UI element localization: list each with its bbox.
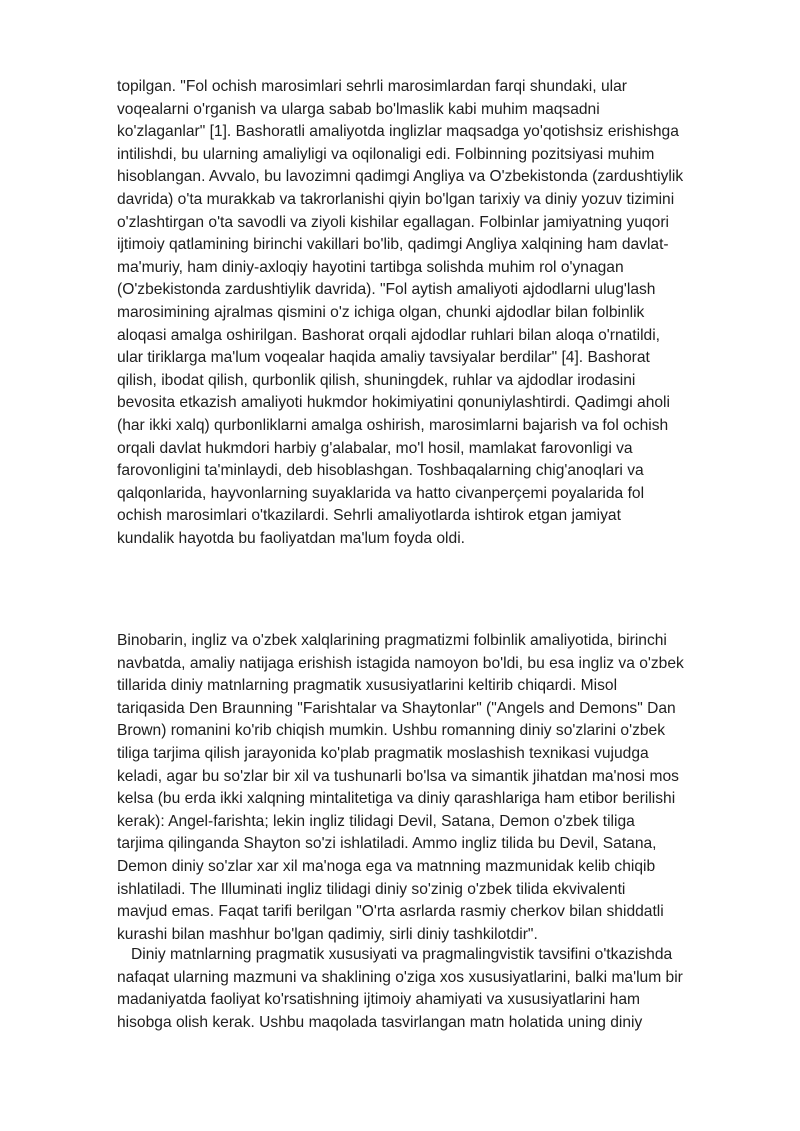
text-line: navbatda, amaliy natijaga erishish istagida namoyon bo'ldi, bu esa ingliz va o'zbek bbox=[117, 654, 684, 672]
text-line: davrida) o'ta murakkab va takrorlanishi qiyin bo'lgan tarixiy va diniy yozuv tizimini bbox=[117, 190, 675, 208]
text-line: hisobga olish kerak. Ushbu maqolada tasvirlangan matn holatida uning diniy bbox=[117, 1013, 643, 1031]
text-line: voqealarni o'rganish va ularga sabab bo'lmaslik kabi muhim maqsadni bbox=[117, 100, 600, 118]
text-line: Brown) romanini ko'rib chiqish mumkin. Ushbu romanning diniy so'zlarini o'zbek bbox=[117, 722, 666, 740]
text-line: Binobarin, ingliz va o'zbek xalqlarining pragmatizmi folbinlik amaliyotida, birinchi bbox=[117, 632, 667, 649]
text-line: topilgan. "Fol ochish marosimlari sehrli marosimlardan farqi shundaki, ular bbox=[117, 78, 627, 95]
text-line: Demon diniy so'zlar xar xil ma'noga ega va matnning mazmunidak kelib chiqib bbox=[117, 857, 656, 875]
text-line: bevosita etkazish amaliyoti hukmdor hokimiyatini qonuniylashtirdi. Qadimgi aholi bbox=[117, 394, 670, 412]
text-line: ma'muriy, ham diniy-axloqiy hayotini tartibga solishda muhim rol o'ynagan bbox=[117, 258, 624, 276]
text-line: aloqasi amalga oshirilgan. Bashorat orqali ajdodlar ruhlari bilan aloqa o'rnatildi, bbox=[117, 326, 661, 344]
text-line: ochish marosimlari o'tkazilardi. Sehrli amaliyotlarda ishtirok etgan jamiyat bbox=[117, 507, 621, 525]
text-line: o'zlashtirgan o'ta savodli va ziyoli kishilar egallagan. Folbinlar jamiyatning yuqori bbox=[117, 213, 670, 231]
text-line: qilish, ibodat qilish, qurbonlik qilish, shuningdek, ruhlar va ajdodlar irodasini bbox=[117, 371, 636, 389]
text-line: tiliga tarjima qilish jarayonida ko'plab pragmatik moslashish texnikasi vujudga bbox=[117, 744, 649, 762]
text-line: kurashi bilan mashhur bo'lgan qadimiy, sirli diniy tashkilotdir". bbox=[117, 925, 538, 943]
text-line: intilishdi, bu ularning amaliyligi va oqilonaligi edi. Folbinning pozitsiyasi muhim bbox=[117, 145, 655, 163]
text-line: mavjud emas. Faqat tarifi berilgan "O'rta asrlarda rasmiy cherkov bilan shiddatli bbox=[117, 903, 664, 921]
text-line: madaniyatda faoliyat ko'rsatishning ijtimoiy ahamiyati va xususiyatlarini ham bbox=[117, 991, 641, 1009]
text-line: ular tiriklarga ma'lum voqealar haqida amaliy tavsiyalar berdilar" [4]. Bashorat bbox=[117, 349, 650, 367]
text-line: ko'zlaganlar" [1]. Bashoratli amaliyotda inglizlar maqsadga yo'qotishsiz erishishga bbox=[117, 123, 679, 141]
text-line: keladi, agar bu so'zlar bir xil va tushunarli bo'lsa va simantik jihatdan ma'nosi mos bbox=[117, 767, 679, 785]
text-line: qalqonlarida, hayvonlarning suyaklarida va hatto civanperçemi poyalarida fol bbox=[117, 484, 645, 502]
text-line: ijtimoiy qatlamining birinchi vakillari bo'lib, qadimgi Angliya xalqining ham davlat- bbox=[117, 236, 669, 254]
text-line: tarjima qilinganda Shayton so'zi ishlatiladi. Ammo ingliz tilida bu Devil, Satana, bbox=[117, 835, 657, 853]
paragraph-folbinlik bbox=[117, 76, 747, 550]
text-line: ishlatiladi. The Illuminati ingliz tilidagi diniy so'zinig o'zbek tilida ekvivalenti bbox=[117, 880, 626, 898]
text-line: (O'zbekistonda zardushtiylik davrida). "Fol aytish amaliyoti ajdodlarni ulug'lash bbox=[117, 281, 656, 299]
text-line: Diniy matnlarning pragmatik xususiyati va pragmalingvistik tavsifini o'tkazishda bbox=[131, 946, 673, 963]
text-line: nafaqat ularning mazmuni va shaklining o'ziga xos xususiyatlarini, balki ma'lum bir bbox=[117, 968, 683, 986]
paragraph-diniy-matnlar bbox=[117, 944, 747, 1034]
text-line: marosimining ajralmas qismini o'z ichiga olgan, chunki ajdodlar bilan folbinlik bbox=[117, 303, 645, 321]
text-line: orqali davlat hukmdori harbiy g'alabalar, mo'l hosil, mamlakat farovonligi va bbox=[117, 439, 633, 457]
text-line: hisoblangan. Avvalo, bu lavozimni qadimgi Angliya va O'zbekistonda (zardushtiylik bbox=[117, 168, 684, 186]
text-line: kundalik hayotda bu faoliyatdan ma'lum foyda oldi. bbox=[117, 529, 465, 547]
text-line: tillarida diniy matnlarning pragmatik xususiyatlarini keltirib chiqardi. Misol bbox=[117, 677, 618, 695]
text-line: kelsa (bu erda ikki xalqning mintalitetiga va diniy qarashlariga ham etibor berilishi bbox=[117, 790, 676, 808]
text-line: farovonligini ta'minlaydi, deb hisoblashgan. Toshbaqalarning chig'anoqlari va bbox=[117, 462, 644, 480]
text-line: (har ikki xalq) qurbonliklarni amalga oshirish, marosimlarni bajarish va fol ochish bbox=[117, 416, 669, 434]
paragraph-binobarin bbox=[117, 630, 747, 946]
text-line: kerak): Angel-farishta; lekin ingliz tilidagi Devil, Satana, Demon o'zbek tiliga bbox=[117, 812, 635, 830]
text-line: tariqasida Den Braunning "Farishtalar va Shaytonlar" ("Angels and Demons" Dan bbox=[117, 699, 676, 717]
